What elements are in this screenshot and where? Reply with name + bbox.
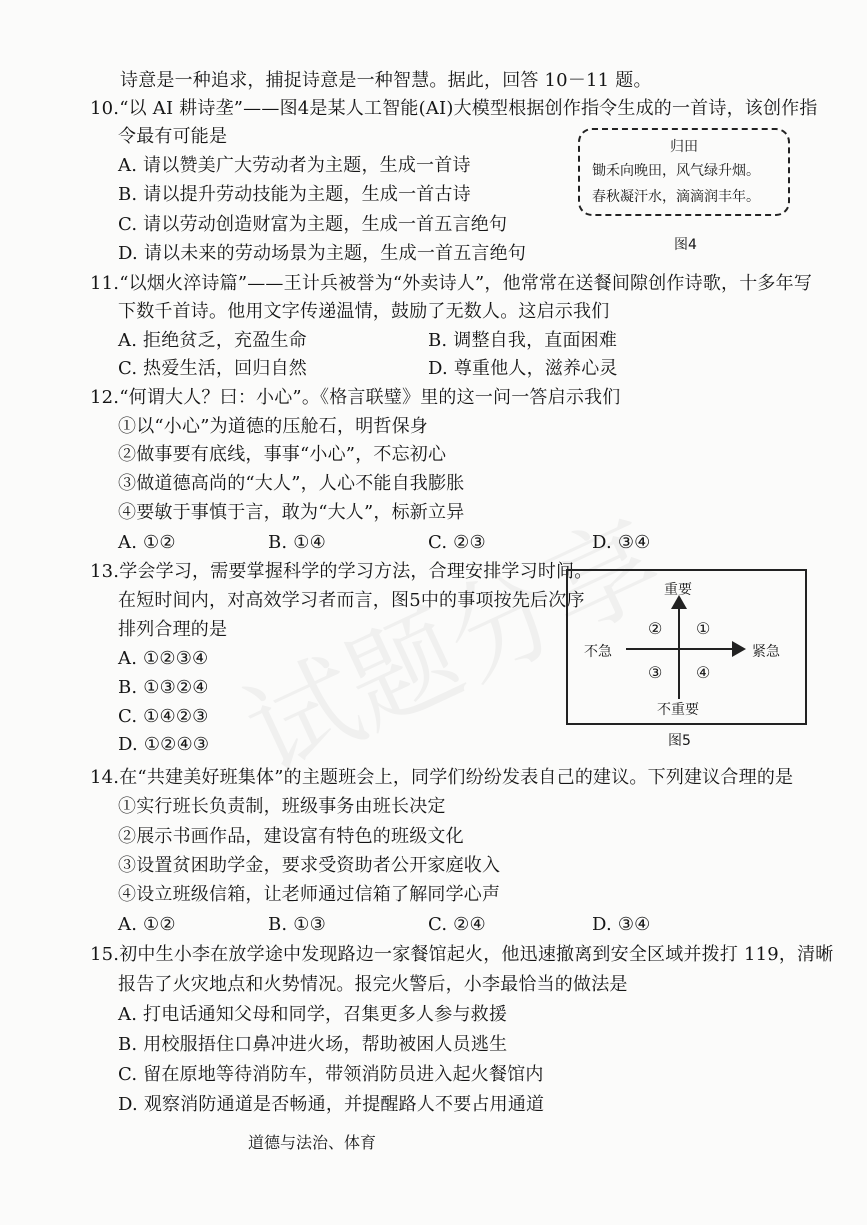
q14-item-2: ②展示书画作品，建设富有特色的班级文化	[118, 826, 464, 847]
q14-option-c: C. ②④	[428, 914, 486, 935]
q14-stem: 14.在“共建美好班集体”的主题班会上，同学们纷纷发表自己的建议。下列建议合理的是	[90, 767, 794, 788]
q14-option-a: A. ①②	[118, 914, 176, 935]
q13-option-b: B. ①③②④	[118, 677, 209, 698]
page-footer: 道德与法治、体育	[248, 1133, 377, 1152]
q12-option-d: D. ③④	[592, 532, 651, 553]
q13-option-d: D. ①②④③	[118, 734, 210, 755]
q12-stem: 12.“何谓大人？曰：小心”。《格言联璧》里的这一问一答启示我们	[90, 387, 621, 408]
q11-option-b: B. 调整自我，直面困难	[428, 330, 618, 351]
q13-stem-line3: 排列合理的是	[118, 619, 228, 640]
q14-item-4: ④设立班级信箱，让老师通过信箱了解同学心声	[118, 884, 501, 905]
q11-stem-line2: 下数千首诗。他用文字传递温情，鼓励了无数人。这启示我们	[118, 301, 610, 322]
quadrant-2: ②	[648, 619, 663, 638]
axis-label-important: 重要	[664, 582, 692, 598]
q11-option-c: C. 热爱生活，回归自然	[118, 358, 307, 379]
q12-item-3: ③做道德高尚的“大人”，人心不能自我膨胀	[118, 473, 465, 494]
figure-4-caption: 图4	[674, 237, 697, 253]
intro-line: 诗意是一种追求，捕捉诗意是一种智慧。据此，回答 10－11 题。	[120, 70, 652, 91]
q10-option-c: C. 请以劳动创造财富为主题，生成一首五言绝句	[118, 214, 508, 235]
q15-stem-line1: 15.初中生小李在放学途中发现路边一家餐馆起火，他迅速撤离到安全区域并拨打 119，清晰	[90, 944, 834, 965]
q10-option-d: D. 请以未来的劳动场景为主题，生成一首五言绝句	[118, 243, 527, 264]
quadrant-1: ①	[696, 619, 711, 638]
poem-title: 归田	[670, 139, 698, 155]
q13-stem-line1: 13.学会学习，需要掌握科学的学习方法，合理安排学习时间。	[90, 561, 593, 582]
q12-option-c: C. ②③	[428, 532, 486, 553]
poem-line-2: 春秋凝汗水，滴滴润丰年。	[592, 189, 760, 205]
q15-option-a: A. 打电话通知父母和同学，召集更多人参与救援	[118, 1004, 508, 1025]
q10-stem-line2: 令最有可能是	[118, 126, 228, 147]
q11-stem-line1: 11.“以烟火淬诗篇”——王计兵被誉为“外卖诗人”，他常常在送餐间隙创作诗歌，十多年写	[90, 273, 813, 294]
q13-option-a: A. ①②③④	[118, 648, 209, 669]
q10-stem-line1: 10.“以 AI 耕诗垄”——图4是某人工智能(AI)大模型根据创作指令生成的一首诗，该创作指	[90, 98, 818, 119]
poem-line-1: 锄禾向晚田，风气绿升烟。	[592, 163, 760, 179]
q12-option-b: B. ①④	[268, 532, 326, 553]
q15-option-d: D. 观察消防通道是否畅通，并提醒路人不要占用通道	[118, 1094, 545, 1115]
quadrant-4: ④	[696, 663, 711, 682]
q14-option-b: B. ①③	[268, 914, 326, 935]
q14-option-d: D. ③④	[592, 914, 651, 935]
axis-label-not-urgent: 不急	[584, 644, 612, 660]
q12-item-2: ②做事要有底线，事事“小心”，不忘初心	[118, 444, 447, 465]
q13-stem-line2: 在短时间内，对高效学习者而言，图5中的事项按先后次序	[118, 590, 585, 611]
quadrant-3: ③	[648, 663, 663, 682]
q12-option-a: A. ①②	[118, 532, 176, 553]
figure-5-quadrant-diagram	[566, 569, 807, 725]
q15-option-b: B. 用校服捂住口鼻冲进火场，帮助被困人员逃生	[118, 1034, 508, 1055]
q10-option-a: A. 请以赞美广大劳动者为主题，生成一首诗	[118, 155, 471, 176]
q10-option-b: B. 请以提升劳动技能为主题，生成一首古诗	[118, 184, 471, 205]
axis-label-not-important: 不重要	[657, 702, 699, 718]
q12-item-1: ①以“小心”为道德的压舱石，明哲保身	[118, 416, 429, 437]
figure-4-poem-box	[578, 128, 790, 216]
q11-option-d: D. 尊重他人，滋养心灵	[428, 358, 618, 379]
figure-5-caption: 图5	[668, 733, 691, 749]
q12-item-4: ④要敏于事慎于言，敢为“大人”，标新立异	[118, 502, 465, 523]
q15-stem-line2: 报告了火灾地点和火势情况。报完火警后，小李最恰当的做法是	[118, 974, 628, 995]
q13-option-c: C. ①④②③	[118, 706, 209, 727]
q14-item-3: ③设置贫困助学金，要求受资助者公开家庭收入	[118, 855, 501, 876]
axis-label-urgent: 紧急	[752, 644, 780, 660]
q15-option-c: C. 留在原地等待消防车，带领消防员进入起火餐馆内	[118, 1064, 544, 1085]
q11-option-a: A. 拒绝贫乏，充盈生命	[118, 330, 307, 351]
q14-item-1: ①实行班长负责制，班级事务由班长决定	[118, 796, 446, 817]
